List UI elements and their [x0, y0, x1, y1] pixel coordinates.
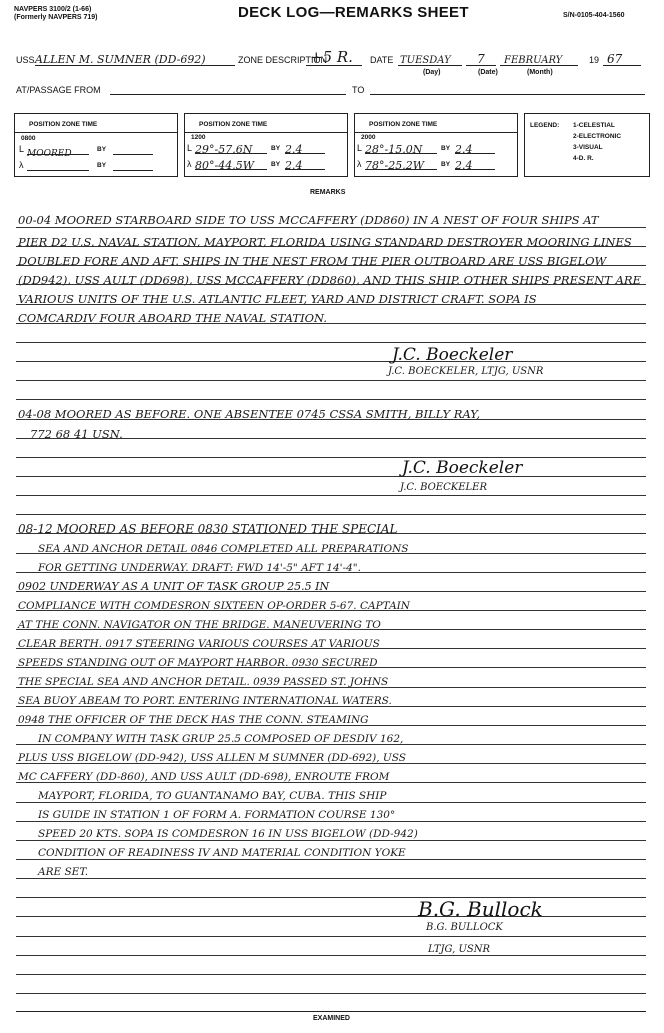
- position-lat: 28°-15.0N: [365, 143, 423, 156]
- zone-field: [306, 48, 362, 66]
- signature: J.C. Boeckeler: [392, 345, 513, 365]
- remarks-line: SPEEDS STANDING OUT OF MAYPORT HARBOR. 0930 SECURED: [18, 657, 378, 669]
- ruled-line: [16, 476, 646, 477]
- legend-label: LEGEND:: [530, 122, 560, 129]
- remarks-line: COMCARDIV FOUR ABOARD THE NAVAL STATION.: [18, 311, 328, 325]
- signature: J.C. Boeckeler: [402, 458, 523, 478]
- remarks-line: AT THE CONN. NAVIGATOR ON THE BRIDGE. MANEUVERING TO: [18, 619, 381, 631]
- remarks-line: FOR GETTING UNDERWAY. DRAFT: FWD 14'-5" AFT 14'-4".: [38, 562, 361, 574]
- ruled-line: [16, 897, 646, 898]
- position-time: 0800: [21, 135, 36, 142]
- at-passage-label: AT/PASSAGE FROM: [16, 85, 101, 95]
- uss-field: [35, 50, 235, 66]
- remarks-line: 0902 UNDERWAY AS A UNIT OF TASK GROUP 25.5 IN: [18, 580, 330, 593]
- ruled-line: [16, 514, 646, 515]
- ruled-line: [16, 974, 646, 975]
- year-prefix: 19: [589, 55, 600, 65]
- remarks-line: SEA BUOY ABEAM TO PORT. ENTERING INTERNATIONAL WATERS.: [18, 695, 392, 707]
- remarks-line: VARIOUS UNITS OF THE U.S. ATLANTIC FLEET, YARD AND DISTRICT CRAFT. SOPA IS: [18, 292, 537, 306]
- day-caption: (Day): [423, 69, 441, 76]
- remarks-line: DOUBLED FORE AND AFT. SHIPS IN THE NEST FROM THE PIER OUTBOARD ARE USS BIGELOW: [18, 254, 607, 268]
- to-label: TO: [352, 85, 365, 95]
- date-caption: (Date): [478, 69, 498, 76]
- month-value: FEBRUARY: [504, 55, 563, 66]
- position-header: POSITION ZONE TIME: [29, 121, 98, 128]
- remarks-line: CLEAR BERTH. 0917 STEERING VARIOUS COURSES AT VARIOUS: [18, 638, 380, 650]
- uss-label: USS: [16, 55, 35, 65]
- ruled-line: [16, 916, 646, 917]
- page-title: DECK LOG—REMARKS SHEET: [238, 4, 469, 21]
- uss-value: ALLEN M. SUMNER (DD-692): [35, 53, 206, 66]
- month-field: [500, 50, 578, 66]
- year-field: [603, 50, 641, 66]
- remarks-line: IS GUIDE IN STATION 1 OF FORM A. FORMATION COURSE 130°: [38, 809, 396, 821]
- footer-rule: [16, 1011, 646, 1012]
- ruled-line: [16, 399, 646, 400]
- remarks-line: THE SPECIAL SEA AND ANCHOR DETAIL. 0939 PASSED ST. JOHNS: [18, 676, 389, 688]
- remarks-line: COMPLIANCE WITH COMDESRON SIXTEEN OP-ORDER 5-67. CAPTAIN: [18, 600, 410, 612]
- remarks-line: MC CAFFERY (DD-860), AND USS AULT (DD-698), ENROUTE FROM: [18, 771, 390, 783]
- ruled-line: [16, 993, 646, 994]
- position-lat: MOORED: [27, 149, 72, 159]
- ruled-line: [16, 227, 646, 228]
- remarks-line: 0948 THE OFFICER OF THE DECK HAS THE CONN. STEAMING: [18, 714, 369, 726]
- signature-name: B.G. BULLOCK: [426, 922, 503, 933]
- legend-item: 2-ELECTRONIC: [573, 133, 622, 140]
- legend-item: 4-D. R.: [573, 155, 594, 162]
- legend-box: [524, 113, 650, 177]
- zone-value: +5 R.: [310, 48, 353, 66]
- remarks-line: 00-04 MOORED STARBOARD SIDE TO USS MCCAFFERY (DD860) IN A NEST OF FOUR SHIPS AT: [18, 213, 599, 227]
- remarks-line: PIER D2 U.S. NAVAL STATION, MAYPORT, FLORIDA USING STANDARD DESTROYER MOORING LINES: [18, 235, 632, 249]
- ruled-line: [16, 495, 646, 496]
- remarks-line: CONDITION OF READINESS IV AND MATERIAL CONDITION YOKE: [38, 847, 406, 859]
- stock-number: S/N-0105-404-1560: [563, 12, 625, 19]
- remarks-line: 772 68 41 USN.: [30, 427, 123, 441]
- signature-rank: LTJG, USNR: [428, 944, 491, 955]
- position-lon: 78°-25.2W: [365, 159, 425, 172]
- remarks-line: MAYPORT, FLORIDA, TO GUANTANAMO BAY, CUBA. THIS SHIP: [38, 790, 387, 802]
- month-caption: (Month): [527, 69, 553, 76]
- remarks-line: SEA AND ANCHOR DETAIL 0846 COMPLETED ALL PREPARATIONS: [38, 543, 409, 555]
- year-value: 67: [607, 52, 623, 66]
- remarks-line: 04-08 MOORED AS BEFORE. ONE ABSENTEE 0745 CSSA SMITH, BILLY RAY,: [18, 407, 481, 421]
- signature: B.G. Bullock: [418, 897, 543, 921]
- ruled-line: [16, 457, 646, 458]
- position-lon: 80°-44.5W: [195, 159, 255, 172]
- remarks-line: (DD942), USS AULT (DD698), USS MCCAFFERY (DD860), AND THIS SHIP. OTHER SHIPS PRESENT ARE: [18, 273, 641, 287]
- remarks-line: ARE SET.: [38, 866, 89, 878]
- date-field: [466, 50, 496, 66]
- position-lat: 29°-57.6N: [195, 143, 253, 156]
- zone-label: ZONE DESCRIPTION: [238, 55, 328, 65]
- remarks-line: 08-12 MOORED AS BEFORE 0830 STATIONED THE SPECIAL: [18, 522, 398, 536]
- remarks-line: IN COMPANY WITH TASK GRUP 25.5 COMPOSED OF DESDIV 162,: [38, 733, 404, 745]
- ruled-line: [16, 361, 646, 362]
- form-number: NAVPERS 3100/2 (1-66): [14, 6, 92, 13]
- ruled-line: [16, 380, 646, 381]
- form-formerly: (Formerly NAVPERS 719): [14, 14, 98, 21]
- date-value: 7: [477, 52, 485, 66]
- ruled-line: [16, 955, 646, 956]
- remarks-label: REMARKS: [310, 189, 346, 196]
- legend-item: 1-CELESTIAL: [573, 122, 615, 129]
- passage-from-field: [110, 80, 346, 95]
- position-box-2000: POSITION ZONE TIME 2000 L 28°-15.0N BY 2.4 λ 78°-25.2W BY 2.4: [354, 113, 518, 177]
- remarks-line: PLUS USS BIGELOW (DD-942), USS ALLEN M SUMNER (DD-692), USS: [18, 752, 406, 764]
- examined-label: EXAMINED: [313, 1015, 350, 1022]
- passage-to-field: [370, 80, 645, 95]
- signature-name: J.C. BOECKELER, LTJG, USNR: [388, 366, 544, 377]
- signature-name: J.C. BOECKELER: [400, 482, 487, 493]
- position-box-0800: POSITION ZONE TIME 0800 L MOORED BY λ BY: [14, 113, 178, 177]
- ruled-line: [16, 936, 646, 937]
- remarks-line: SPEED 20 KTS. SOPA IS COMDESRON 16 IN USS BIGELOW (DD-942): [38, 828, 418, 840]
- date-label: DATE: [370, 55, 394, 65]
- legend-item: 3-VISUAL: [573, 144, 603, 151]
- position-box-1200: POSITION ZONE TIME 1200 L 29°-57.6N BY 2.4 λ 80°-44.5W BY 2.4: [184, 113, 348, 177]
- ruled-line: [16, 342, 646, 343]
- day-value: TUESDAY: [400, 55, 451, 66]
- day-field: [398, 50, 462, 66]
